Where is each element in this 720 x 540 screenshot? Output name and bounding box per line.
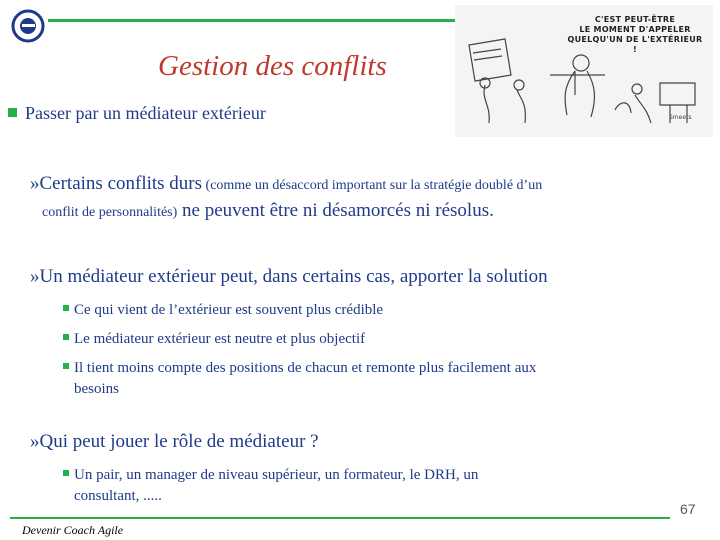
sub-item-continuation: consultant, ..... [74, 488, 162, 504]
slide-title: Gestion des conflits [158, 50, 387, 82]
header-divider [48, 19, 456, 22]
bullet-square-icon [63, 363, 69, 369]
sub-item: Ce qui vient de l’extérieur est souvent plus crédible [63, 300, 383, 321]
bullet-square-icon [63, 470, 69, 476]
sub-item: Le médiateur extérieur est neutre et plus objectif [63, 329, 365, 350]
point-1-line-2: conflit de personnalités) ne peuvent être ni désamorcés ni résolus. [42, 200, 494, 221]
point-2: »Un médiateur extérieur peut, dans certains cas, apporter la solution [30, 266, 548, 287]
bullet-square-icon [63, 334, 69, 340]
footer-divider [10, 517, 670, 519]
page-number: 67 [680, 501, 696, 517]
cartoon-caption: C'EST PEUT-ÊTRE LE MOMENT D'APPELER QUELQU'UN DE L'EXTÉRIEUR ! [567, 15, 703, 54]
logo-icon [10, 8, 46, 44]
point-1: »Certains conflits durs (comme un désaccord important sur la stratégie doublé d’un [30, 173, 543, 194]
sub-item: Un pair, un manager de niveau supérieur, un formateur, le DRH, un [63, 465, 478, 486]
bullet-square-icon [8, 108, 17, 117]
point-3: »Qui peut jouer le rôle de médiateur ? [30, 431, 319, 452]
footer-text: Devenir Coach Agile [22, 523, 124, 537]
bullet-square-icon [63, 305, 69, 311]
cartoon-image [455, 5, 713, 137]
section-heading: Passer par un médiateur extérieur [8, 103, 266, 124]
svg-text:Smeets: Smeets [669, 114, 692, 121]
sub-item-continuation: besoins [74, 381, 119, 397]
sub-item: Il tient moins compte des positions de chacun et remonte plus facilement aux [63, 358, 536, 379]
